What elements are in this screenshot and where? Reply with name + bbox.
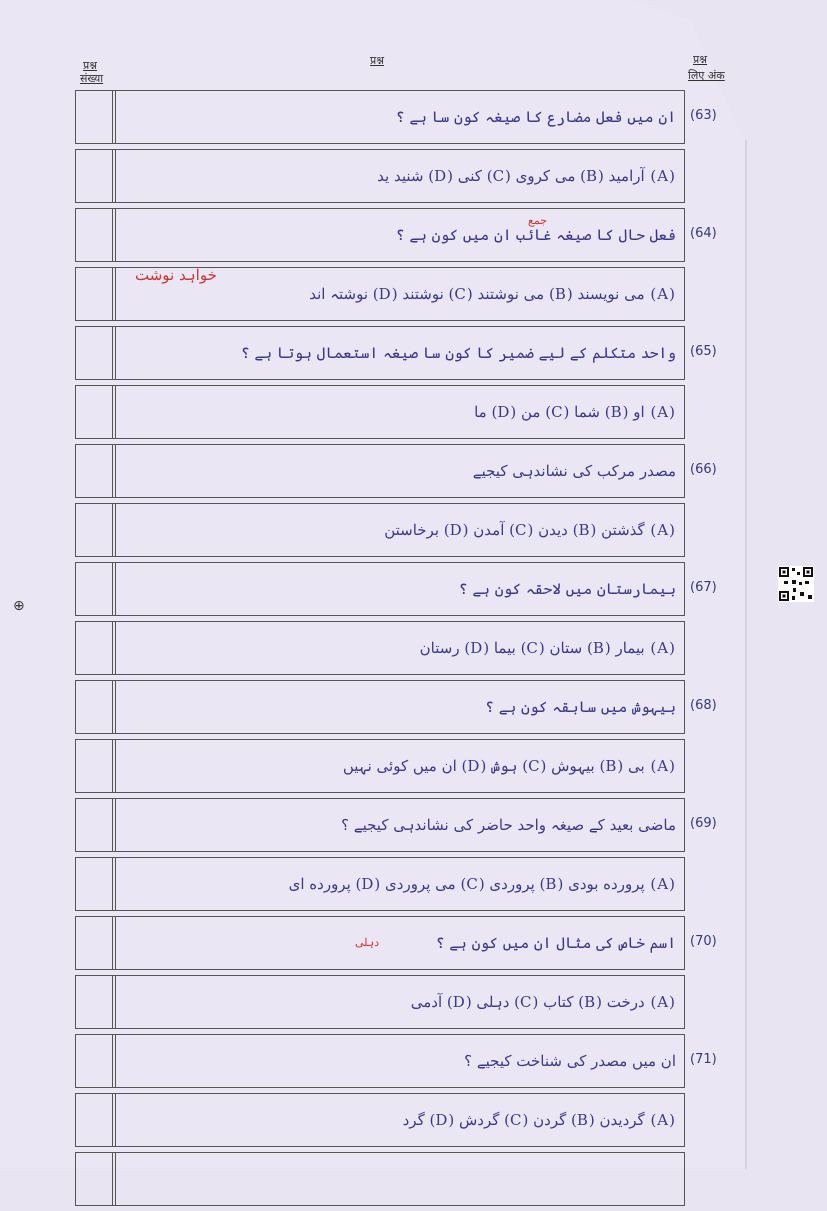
answer-row [75, 739, 685, 793]
answer-cell [115, 740, 684, 792]
answer-row [75, 621, 685, 675]
handwritten-text: اسم خاص کی مثال ان میں کون ہے ؟ [435, 934, 676, 952]
red-note-70: دہلی [355, 936, 380, 949]
answer-cell [115, 504, 684, 556]
question-number-cell [76, 1153, 113, 1205]
answer-cell [115, 622, 684, 674]
handwritten-text: (A) بیمار (B) ستان (C) بیما (D) رستان [419, 639, 676, 657]
question-number-cell [76, 1035, 113, 1087]
answer-grid [75, 90, 685, 1211]
question-number-label: (65) [690, 344, 717, 359]
answer-row [75, 562, 685, 616]
answer-row [75, 385, 685, 439]
answer-cell [115, 1094, 684, 1146]
handwritten-text: (A) می نویسند (B) می نوشتند (C) نوشتند (D) نوشتہ اند [309, 285, 676, 303]
answer-cell [115, 209, 684, 261]
handwritten-text: (A) پرورده بودی (B) پروردی (C) می پروردی (D) پرورده ای [288, 875, 676, 893]
question-number-cell [76, 327, 113, 379]
handwritten-text: (A) آرامید (B) می کروی (C) کنی (D) شنید ید [377, 167, 676, 185]
red-note-64: جمع [528, 214, 548, 227]
handwritten-text: ماضی بعید کے صیغہ واحد حاضر کی نشاندہی کیجیے ؟ [341, 816, 676, 834]
question-number-label: (70) [690, 934, 717, 949]
question-number-cell [76, 858, 113, 910]
answer-row [75, 916, 685, 970]
question-number-cell [76, 209, 113, 261]
header-question-number-label-1: प्रश्न [83, 59, 98, 72]
answer-cell [115, 1035, 684, 1087]
handwritten-text: بیمارستان میں لاحقہ کون ہے ؟ [458, 580, 676, 598]
answer-cell [115, 858, 684, 910]
answer-cell [115, 563, 684, 615]
question-number-cell [76, 445, 113, 497]
answer-cell [115, 1153, 684, 1205]
question-number-cell [76, 91, 113, 143]
question-number-cell [76, 622, 113, 674]
handwritten-text: (A) درخت (B) کتاب (C) دہلی (D) آدمی [410, 993, 676, 1011]
answer-row [75, 1093, 685, 1147]
question-number-cell [76, 917, 113, 969]
answer-cell [115, 799, 684, 851]
question-number-cell [76, 681, 113, 733]
answer-cell [115, 445, 684, 497]
question-number-label: (69) [690, 816, 717, 831]
question-number-cell [76, 386, 113, 438]
question-number-cell [76, 563, 113, 615]
question-number-cell [76, 976, 113, 1028]
answer-row [75, 1034, 685, 1088]
handwritten-text: بیہوش میں سابقہ کون ہے ؟ [485, 698, 676, 716]
answer-cell [115, 150, 684, 202]
question-number-label: (68) [690, 698, 717, 713]
answer-cell [115, 917, 684, 969]
answer-cell [115, 681, 684, 733]
answer-row [75, 149, 685, 203]
handwritten-text: (A) بی (B) بیہوش (C) ہوش (D) ان میں کوئی نہیں [342, 757, 676, 775]
question-number-label: (63) [690, 108, 717, 123]
handwritten-text: (A) گذشتن (B) دیدن (C) آمدن (D) برخاستن [384, 521, 676, 539]
question-number-cell [76, 799, 113, 851]
page-edge [745, 140, 747, 1169]
red-correction-64: خواہد نوشت [135, 266, 217, 284]
answer-cell [115, 327, 684, 379]
answer-row [75, 857, 685, 911]
answer-cell [115, 91, 684, 143]
answer-cell [115, 976, 684, 1028]
answer-row [75, 1152, 685, 1206]
question-number-cell [76, 504, 113, 556]
question-number-label: (67) [690, 580, 717, 595]
answer-row [75, 326, 685, 380]
header-question-label: प्रश्न [370, 54, 385, 67]
answer-cell [115, 386, 684, 438]
handwritten-text: ان میں فعل مضارع کا صیغہ کون سا ہے ؟ [395, 108, 676, 126]
handwritten-text: (A) او (B) شما (C) من (D) ما [474, 403, 676, 421]
answer-row [75, 208, 685, 262]
answer-row [75, 680, 685, 734]
question-number-cell [76, 268, 113, 320]
answer-row [75, 90, 685, 144]
question-number-label: (64) [690, 226, 717, 241]
question-number-cell [76, 740, 113, 792]
question-number-cell [76, 150, 113, 202]
handwritten-text: مصدر مرکب کی نشاندہی کیجیے [472, 462, 676, 480]
header-question-number-label-2: संख्या [80, 72, 104, 85]
registration-mark-icon: ⊕ [13, 598, 25, 614]
answer-row [75, 798, 685, 852]
handwritten-text: واحد متکلم کے لیے ضمیر کا کون سا صیغہ استعمال ہوتا ہے ؟ [240, 344, 676, 362]
answer-row [75, 503, 685, 557]
handwritten-text: ان میں مصدر کی شناخت کیجیے ؟ [464, 1052, 676, 1070]
question-number-cell [76, 1094, 113, 1146]
answer-row [75, 975, 685, 1029]
header-marks-label-1: प्रश्न [693, 53, 708, 66]
answer-row [75, 444, 685, 498]
handwritten-text: (A) گردیدن (B) گردن (C) گردش (D) گرد [402, 1111, 676, 1129]
qr-code-icon [778, 566, 814, 602]
question-number-label: (71) [690, 1052, 717, 1067]
question-number-label: (66) [690, 462, 717, 477]
handwritten-text: فعل حال کا صیغہ غائب ان میں کون ہے ؟ [395, 226, 676, 244]
header-marks-label-2: लिए अंक [688, 69, 725, 82]
